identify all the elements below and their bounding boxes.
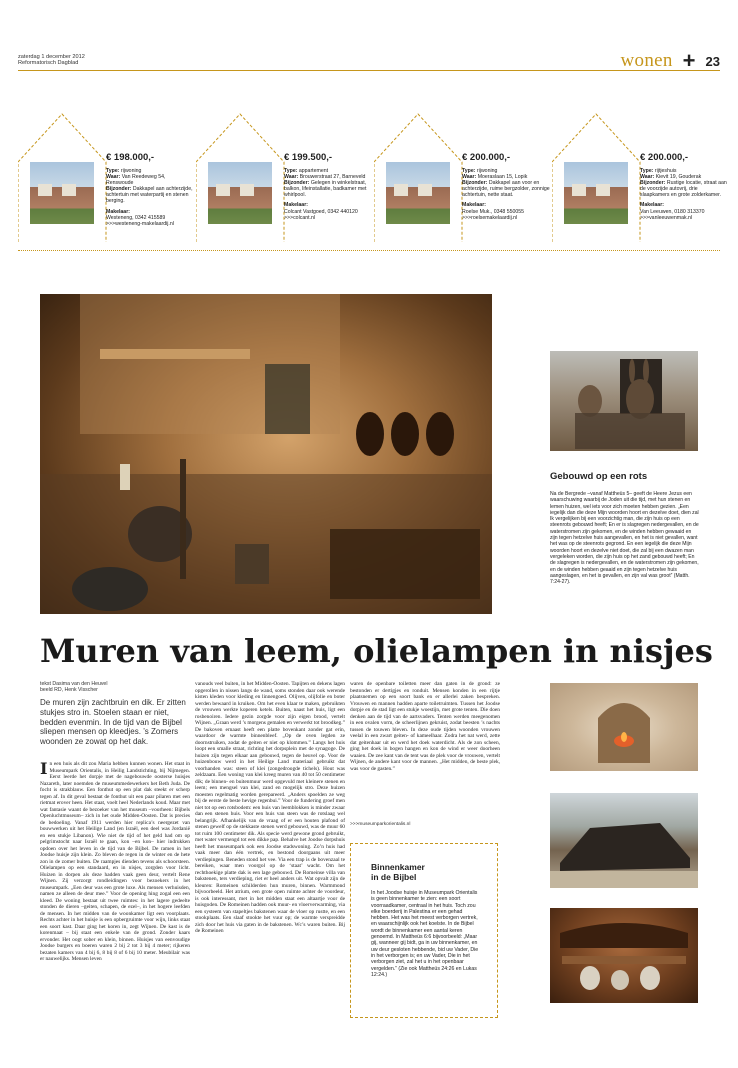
listing-url: >>>roelsemakelaardij.nl (462, 214, 518, 221)
article-column-2 (195, 681, 345, 935)
byline-author: tekst Dasima van den Heuvel (40, 681, 108, 687)
article-column-3 (350, 681, 500, 772)
listing-card (374, 112, 552, 242)
dropcap: I (40, 759, 48, 778)
info-box-text: In het Joodse huisje in Museumpark Orientalis is geen binnenkamer te zien: een soort voorraadkamer, centraal in het huis. Toch zou elke boerderij in Palestina er een gehad hebben. Het was het meest verborgen vertrek, en waarschijnlijk ook het koelste. In de Bijbel wordt de binnenkamer een aantal keren genoemd. In Mattheüs 6:6 bijvoorbeeld: „Maar gij, wanneer gij bidt, ga in uw binnenkamer, en uw deur gesloten hebbende, bid uw Vader, Die in het verborgen is; en uw Vader, Die in het verborgen ziet, zal het u in het openbaar vergelden.” (Zie ook Mattheüs 24:26 en Lukas 12:24.) (371, 890, 479, 978)
header-divider (18, 70, 720, 71)
listing-agent: Van Leeuwen, 0180 313370 (640, 208, 705, 215)
article-column-1 (40, 761, 190, 963)
listing-url: >>>vanleeuwenmak.nl (640, 214, 693, 221)
page-number: 23 (705, 53, 720, 69)
info-box-title: Binnenkamer in de Bijbel (371, 862, 425, 882)
issue-date: zaterdag 1 december 2012 (18, 54, 85, 60)
listing-card (18, 112, 196, 242)
sidebar-heading: Gebouwd op een rots (550, 471, 648, 482)
interior-photo (40, 294, 492, 614)
listing-agent: Westeneng, 0342 415589 (106, 214, 166, 221)
column-text: waren de openbare toiletten meer dan gaten in de grond: ze bestonden er dertigjes en ronduit. Mensen konden in een rijtje plaatsnemen op een soort bank en er allerlei zaken bespreken. Vrouwen en mannen hadden aparte toiletruimten. Tussen het Joodse dorpje en de stad ligt een stukje woestijn, met grote tenten. Die doen denken aan de tijd van de aartsvaders. Tenten werden meegenomen in een ovalen vorm, de scheerlijnen gekruist, zodat beesten ’s nachts tussen de touwen bleven. In deze oude tijden woonden vrouwen veelal in een zwart geiten- of kameelhaar. Zodra het nat werd, zette dat geitenhaar uit en werd het doek waterdicht. Als de zon scheen, ging het doek in bogen hangen en kon de wind er weer doorheen waaien. De zee kant van de tent was de plek voor de vrouwen, vertelt Wijnen, de andere kant voor de mannen. „Het midden, de beste plek, was voor de gasten.” (350, 681, 500, 772)
listing-url: >>>westeneng-makelaardij.nl (106, 220, 174, 227)
donkey-photo (550, 351, 698, 451)
house-photo (564, 162, 628, 224)
info-box (350, 843, 498, 1018)
article-web-link[interactable]: >>>museumparkorientalis.nl (350, 822, 411, 827)
oil-lamp-icon (550, 683, 698, 771)
donkey-illustration (550, 351, 698, 451)
section-title: wonen (620, 50, 673, 71)
listing-info: € 198.000,- Type: rijwoning Waar: Van Reedeweg 54, Renswoude Bijzonder: Dakkapel aan achterzijde, achtertuin met waterpartij en stenen berging. Makelaar: Westeneng, 0342 415589 >>>westeneng-makelaardij.nl (106, 152, 193, 227)
article-headline: Muren van leem, olielampen in nisjes (40, 632, 713, 670)
listing-price: € 198.000,- (106, 152, 155, 163)
listing-price: € 200.000,- (462, 152, 511, 163)
listing-info: € 200.000,- Type: rijwoning Waar: Moeraslaan 15, Lopik Bijzonder: Dakkapel aan voor en achterzijde, ruime bergzolder, zonnige achtertuin, nette staat. Makelaar: Roelse Muk., 0348 550055 >>>roelsemakelaardij.nl (462, 152, 550, 221)
sidebar-text: Na de Bergrede –vanaf Mattheüs 5– geeft de Heere Jezus een waarschuwing waarbij de Joden uit die tijd, met hun stenen en lemen huizen, wel iets voor zich moeten hebben gezien. „Een iegelijk dan die deze Mijn woorden hoort en dezelve doet, dien zal Ik vergelijken bij een voorzichtig man, die zijn huis op een steenrots gebouwd heeft; En er is slagregen nedergevallen, en de waterstromen zijn gekomen, en de winden hebben gewaaid en zijn tegen hetzelve huis aangevallen, en het is niet gevallen, want het was op de steenrots gegrond. En een iegelijk die deze Mijn woorden hoort en dezelve niet doet, die zal bij een dwazen man vergeleken worden, die zijn huis op het zand gebouwd heeft; En de slagregen is nedergevallen, en de waterstromen zijn gekomen, en de winden hebben geaaid en zijn tegen hetzelve huis aangeslagen, en het is gevallen, en zijn val was groot” (Matth. 7:24-27). (550, 491, 699, 586)
listing-url: >>>colcant.nl (284, 214, 316, 221)
listing-card (552, 112, 730, 242)
byline-photo-credit: beeld RD, Henk Visscher (40, 687, 98, 694)
house-photo (386, 162, 450, 224)
house-photo (208, 162, 272, 224)
section-header (621, 50, 720, 72)
listing-info: € 199.500,- Type: appartement Waar: Brouwerstraat 27, Barneveld Bijzonder: Gelegen in winkelstraat, balkon, lifeinstallatie, badkamer met whirlpool. Makelaar: Colcant Vastgoed, 0342 440120 >>>colcant.nl (284, 152, 372, 221)
newspaper-name: Reformatorisch Dagblad (18, 60, 79, 67)
pottery-icon (550, 908, 698, 1003)
listing-price: € 199.500,- (284, 152, 333, 163)
listing-agent: Colcant Vastgoed, 0342 440120 (284, 208, 358, 215)
column-text: vanouds veel buiten, in het Midden-Oosten. Tapijten en dekens lagen opgerollen in nissen langs de wand, soms stonden daar ook werende kisten kleden voor kleding en linnengoed. Olijven, olijfolie en boter werden bewaard in kruiken. Om het even klaar te maken, gebruikten de vrouwen werkte koperen ketels. Buiten, naast het huis, ligt een rosbenoiren. Iedere gezin zorgde voor zijn eigen brood, vertelt Wijnen. „Graan werd ’s morgens gemalen en verwerkt tot broodkeg.” De bakoven ernaast heeft een platte bovenkant zonder gat erin, waardoor de warmte binnenbleef. „Op de oven legden ze doornstruiken, zodat de geiten er niet op klommen.” Langs het huis loopt een smalle straat, richting het dorpsplein met de synagoge. De huizen zijn tegen elkaar aan gebouwd, tegen de heuvel op. Voor de huizenbouw werd in het Heilige Land materiaal gebruikt dat voorhanden was: steen of klei (zongedroogde tichels). Hout was zeldzaam. Een woning van klei kreeg muren van 40 tot 50 centimeter dik; de binnen- en buitenmuur werd opgevuld met kleinere stenen en leem; een mengsel van klei, zand en mogelijk stro. Deze huizen moesten regelmatig worden gerepareerd. „Anders spoelden ze weg bij de eerste de beste hevige regenbui.” Voor de fundering groef men niet tot op een rotsbodem: een huis van leemblokken is minder zwaar dan een stenen huis. Voor een huis van steen was de rotslaag wel belangrijk. Afhankelijk van de vraag of er een houten plafond of stenen gewelf op de stekkaste stenen werd gebouwd, was de muur 60 tot ruim 100 centimeter dik. Als specie werd gewone grond gebruikt, met water vermengd tot een dikke pap. Behalve het Joodse dorpshuis heeft het museumpark ook een Joodse stadswoning. Zo’n huis had vaak meer dan één vertrek, en bestond doorgaans uit meer verdiepingen. Beneden stond het vee. Via een trap is de bovenzaal te bereiken, waar men voorgol op de ‘staat’ wacht. Om het rechthoekige platte dak is een lage gebouwd. De Romeinse villa van bakstenen, ters verdieping, riet er heel anders uit. Wat opvalt zijn de kleuren: Romeinen schilderden hun muren, binnen. Warmmond bijvoorbeeld. Het atrium, een grote open ruimte achter de voordeur, is ook interessant, met in het midden staat een altaartje voor de huisgoden. De Romeinen hadden ook muur- en vloerverwarming, via een systeem van stapeltjes bakstenen waar de vloer op rustte, en een stookplaats. Een slaaf stookte het vuur op; de warmte verspreidde zich door het huis via gaten in de bakstenen. Wc’s waren buiten. Bij de Romeinen (195, 681, 345, 934)
listing-card (196, 112, 374, 242)
plus-icon: + (682, 48, 696, 73)
article-byline (40, 681, 107, 694)
house-photo (30, 162, 94, 224)
tent-photo (550, 793, 698, 888)
oil-lamp-niche-photo (550, 683, 698, 771)
article-intro: De muren zijn zachtbruin en dik. Er zitten stukjes stro in. Stoelen staan er niet, bedden evenmin. In de tijd van de Bijbel sliepen mensen op kleedjes. ’s Zomers woonden ze zowat op het dak. (40, 698, 186, 747)
roman-kitchen-photo (550, 908, 698, 1003)
column-text: n een huis als dit zou Maria hebben kunnen wonen. Het staat in Museumpark Orientalis, in Heilig Landstichting, bij Nijmegen. Eerst leerde het dorpje met de nagebouwde oosterse huisjes Nazareth, later noemden de museummedewerkers het Beth Juda. De focht is strakblauw. Een fonthut op een plat dak steekt er scherp tegen af. In dit geval bestaat de fonthut uit een paar pilaren met een rietmat erover heen. Het staat, voelt heel Nederlands koud. Maar met wat fantasie waant de bezoeker van het museum –voorheen: Bijbels Openluchtmuseum– zich in het oude Midden-Oosten. Dat is precies de bedoeling. Vanaf 1911 werden hier replica’s neergezet van bouwwerken uit het Heilige Land (en Israël, een deel was Jordanië en een stukje Libanon). Wie niet de tijd of het geld had om op pelgrimstocht naar Israël te gaan, kon –en kon– hier indrukken opdoen over het leven in de tijd van de Bijbel. De ramen in het Joodse huisje zijn klein. Zo bleven de regen in de winter en de hete zon in de zomer buiten. De raampjes dienden tevens als schoorsteen. Olielampen op een standaard, en in nisjes, zorgden voor licht. Huizen in dorpen als deze hadden vaak geen deur, vertelt Rene Wijnen. Zij verzorgt rondleidingen voor bezoekers in het museumpark. „Een deur was een grote luxe. Als mensen verhuisden, namen ze alleen de deur mee.” Voor de opening hing zogal een een kleed. De woning bestaat uit twee ruimtes: in het lagere gedeelte stonden de dieren –geiten, schapen, de ezel–, in het hogere leefden de mensen. In het midden van de woonkamer ligt een voorplaats. Rechts achter in het huisje is een opbergruimte voor wijn, links staat een soort kast. Daar ging het koren in, zegt Wijnen. De kast is de korenmaat – bij staat een enkele van de grond. Zonder kaars ervonder. Het oogt sober en klein, binnen. Huisjes van eenvoudige Joodse burgers en boeren waren 2 bij 2 tot 3 bij 4 meter; rijkeren bezaten kamers van 4 bij 6, 8 bij 8 of 6 bij 10 meter. Meubilair was er nauwelijks. Mensen leven (40, 761, 190, 962)
listing-info: € 200.000,- Type: rijtjeshuis Waar: Kievit 19, Gouderak Bijzonder: Rustige locatie, straat aan de voorzijde autovrij, drie slaapkamers en grote zolderkamer. Makelaar: Van Leeuwen, 0180 313370 >>>vanleeuwenmak.nl (640, 152, 727, 221)
listing-agent: Roelse Muk., 0348 550055 (462, 208, 525, 215)
listing-price: € 200.000,- (640, 152, 689, 163)
tent-icon (550, 793, 698, 888)
interior-illustration (40, 294, 492, 614)
header-dateline (18, 54, 85, 67)
listings-divider (18, 250, 720, 251)
